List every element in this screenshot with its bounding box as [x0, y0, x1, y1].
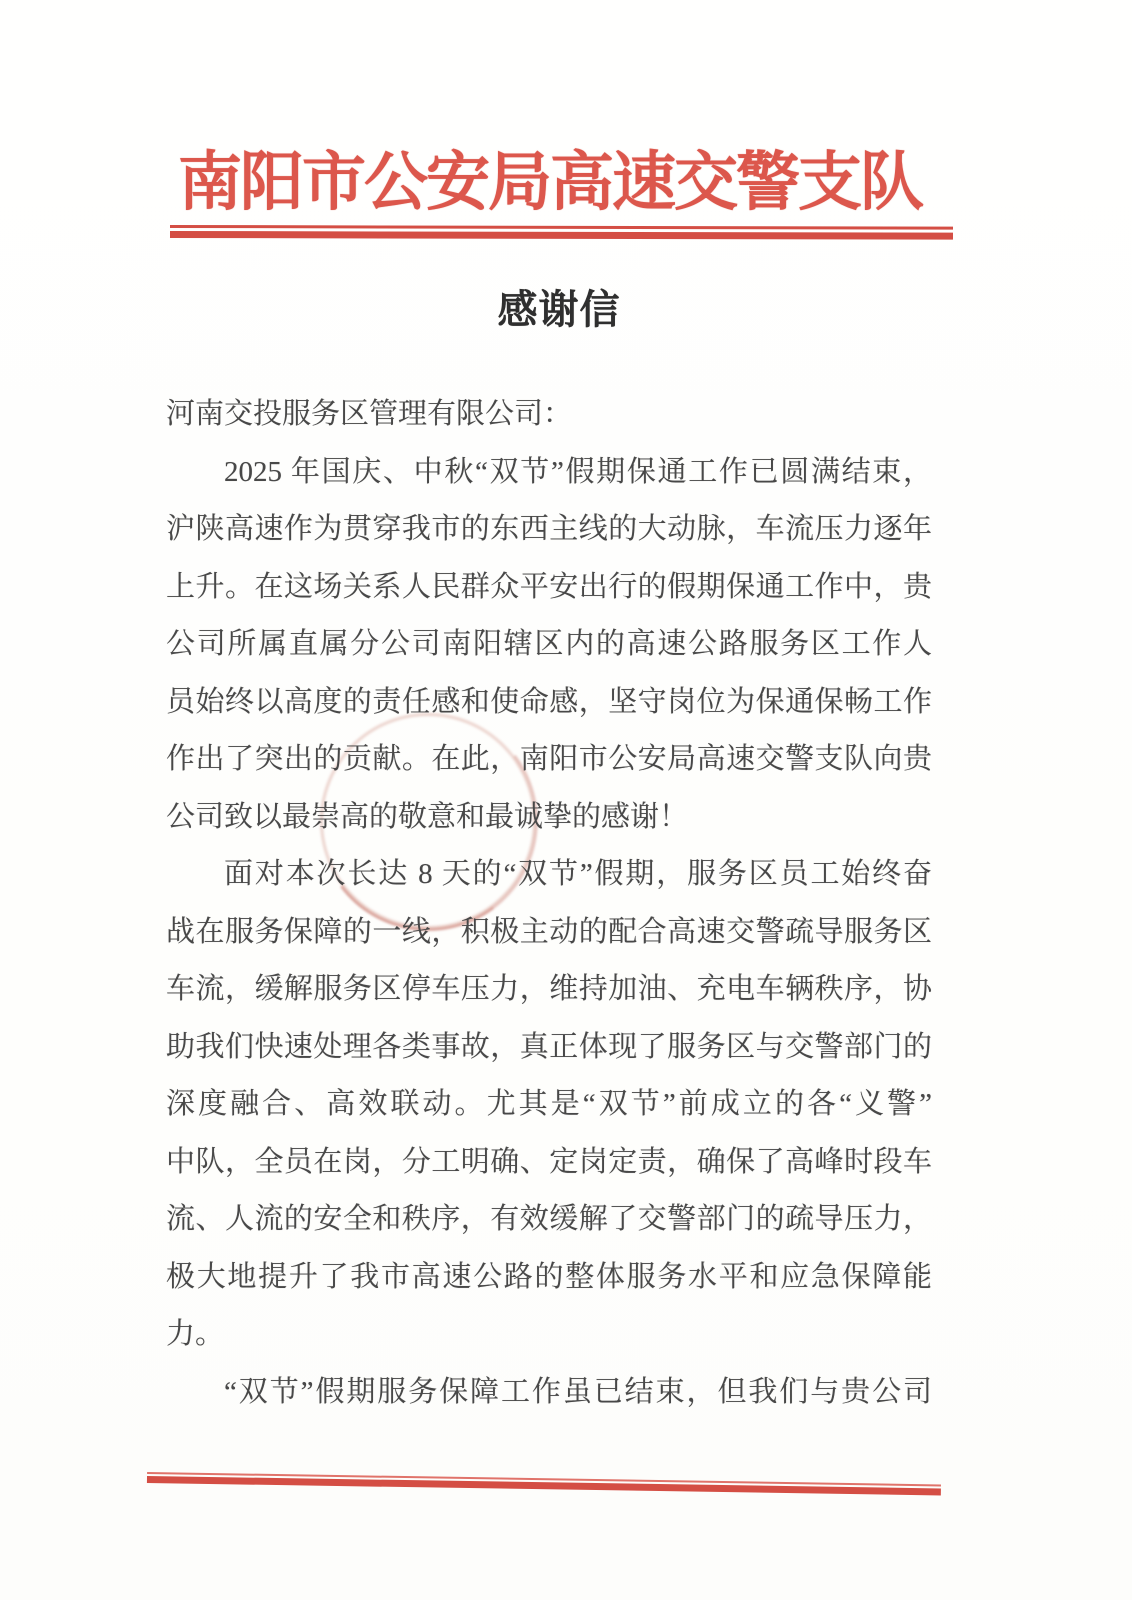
letterhead-divider-thick-line	[170, 231, 953, 240]
body-line: 战在服务保障的一线，积极主动的配合高速交警疏导服务区	[166, 915, 932, 948]
letterhead-divider	[170, 225, 953, 240]
letterhead-org-title: 南阳市公安局高速交警支队	[178, 147, 922, 218]
body-line: 流、人流的安全和秩序，有效缓解了交警部门的疏导压力，	[166, 1203, 932, 1235]
body-line: 员始终以高度的责任感和使命感，坚守岗位为保通保畅工作	[166, 685, 932, 718]
letter-body	[166, 386, 932, 1421]
body-line: 2025 年国庆、中秋“双节”假期保通工作已圆满结束，	[224, 455, 932, 488]
body-line: 车流，缓解服务区停车压力，维持加油、充电车辆秩序，协	[166, 973, 932, 1005]
body-line: 力。	[166, 1318, 225, 1350]
body-line: 助我们快速处理各类事故，真正体现了服务区与交警部门的	[166, 1030, 932, 1063]
letter-title: 感谢信	[497, 287, 621, 332]
body-line: 公司所属直属分公司南阳辖区内的高速公路服务区工作人	[166, 628, 932, 660]
footer-divider	[147, 1472, 941, 1495]
body-line: 极大地提升了我市高速公路的整体服务水平和应急保障能	[166, 1260, 932, 1293]
body-line: 中队，全员在岗，分工明确、定岗定责，确保了高峰时段车	[166, 1145, 932, 1178]
body-line: 河南交投服务区管理有限公司：	[166, 398, 573, 430]
body-line: 作出了突出的贡献。在此，南阳市公安局高速交警支队向贵	[166, 743, 932, 775]
body-line: “双节”假期服务保障工作虽已结束，但我们与贵公司	[224, 1375, 932, 1408]
body-line: 上升。在这场关系人民群众平安出行的假期保通工作中，贵	[166, 570, 932, 603]
body-line: 沪陕高速作为贯穿我市的东西主线的大动脉，车流压力逐年	[166, 513, 932, 545]
body-line: 公司致以最崇高的敬意和最诚挚的感谢！	[166, 800, 689, 833]
body-line: 面对本次长达 8 天的“双节”假期，服务区员工始终奋	[224, 858, 932, 890]
body-line: 深度融合、高效联动。尤其是“双节”前成立的各“义警”	[166, 1088, 932, 1120]
